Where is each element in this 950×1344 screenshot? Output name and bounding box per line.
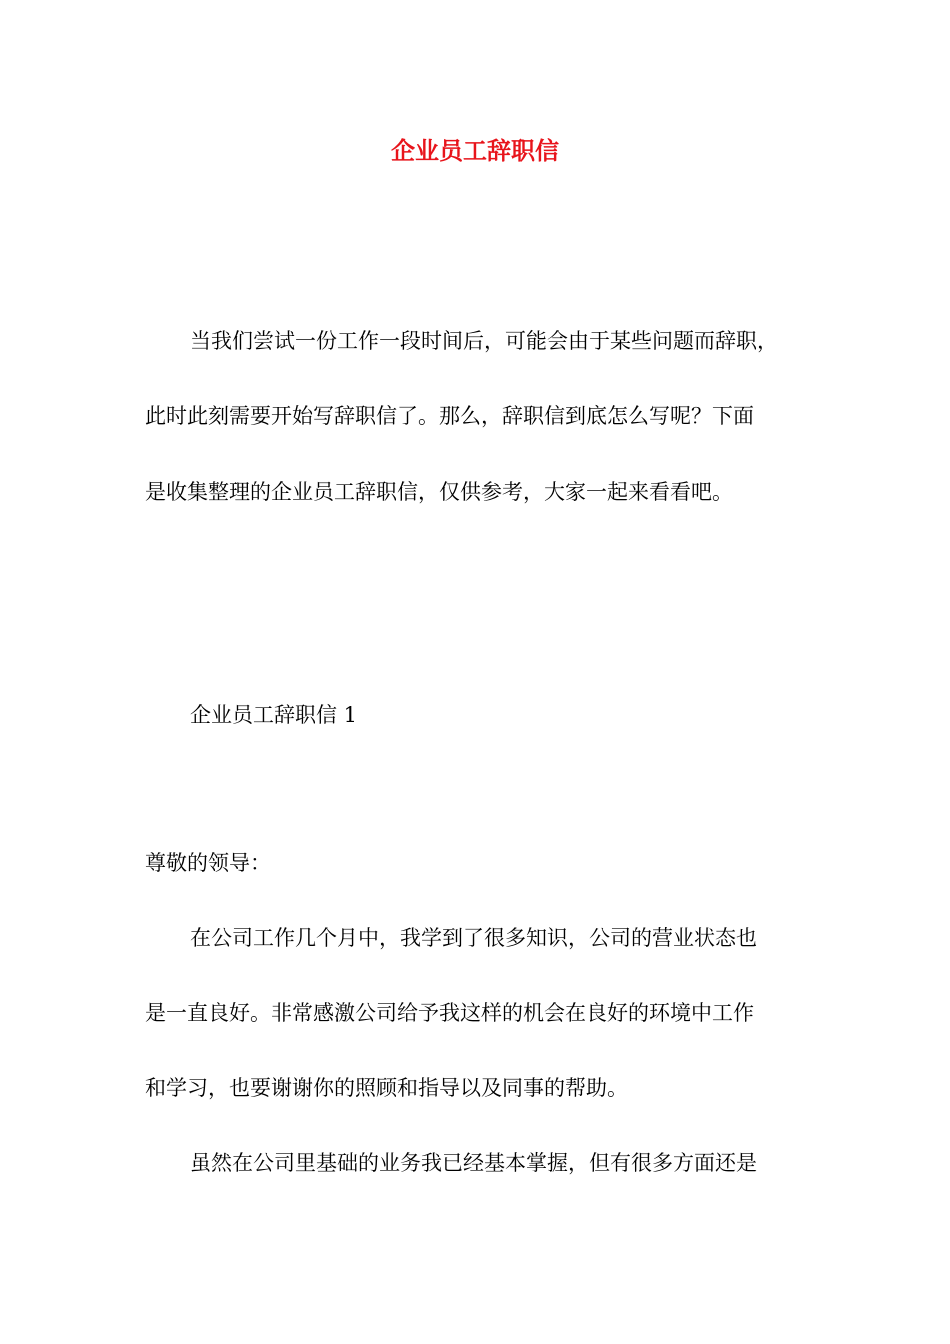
intro-line-1: 当我们尝试一份工作一段时间后，可能会由于某些问题而辞职，: [190, 329, 778, 353]
document-title: 企业员工辞职信: [391, 136, 559, 165]
intro-line-2: 此时此刻需要开始写辞职信了。那么，辞职信到底怎么写呢？下面: [145, 404, 754, 428]
salutation: 尊敬的领导：: [145, 851, 271, 875]
para1-line-2: 是一直良好。非常感激公司给予我这样的机会在良好的环境中工作: [145, 1001, 754, 1025]
section-heading: 企业员工辞职信 1: [190, 703, 358, 727]
para1-line-3: 和学习，也要谢谢你的照顾和指导以及同事的帮助。: [145, 1076, 628, 1100]
para1-line-1: 在公司工作几个月中，我学到了很多知识，公司的营业状态也: [190, 926, 757, 950]
intro-line-3: 是收集整理的企业员工辞职信，仅供参考，大家一起来看看吧。: [145, 480, 733, 504]
para2-line-1: 虽然在公司里基础的业务我已经基本掌握，但有很多方面还是: [190, 1151, 757, 1175]
